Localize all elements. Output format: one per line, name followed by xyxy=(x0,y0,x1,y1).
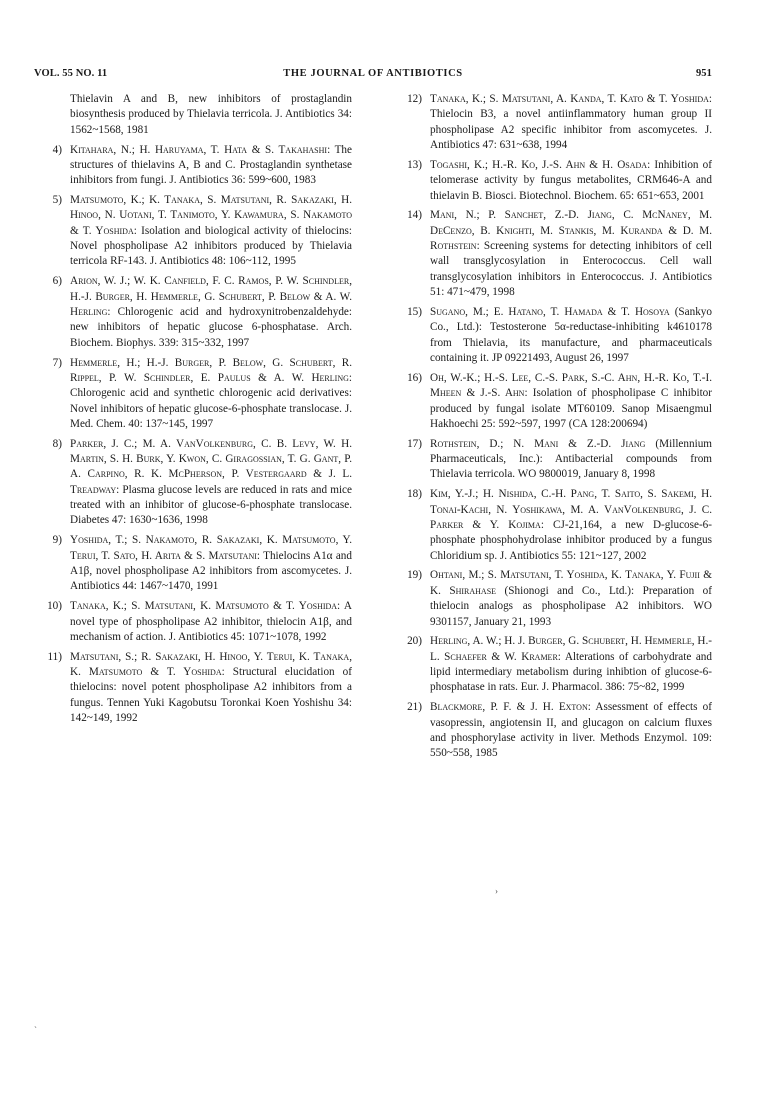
running-header xyxy=(34,68,712,84)
reference-authors: Sugano, M.; E. Hatano, T. Hamada & T. Hosoya xyxy=(430,305,670,318)
reference-authors: Yoshida, T.; S. Nakamoto, R. Sakazaki, K. Matsumoto, Y. Terui, T. Sato, H. Arita & S. Matsutani: xyxy=(70,534,352,562)
reference-item xyxy=(394,208,712,300)
reference-text: Chlorogenic acid and hydroxynitrobenzaldehyde: new inhibitors of hepatic glucose 6-phosphatase. Arch. Biochem. Biophys. 339: 315~332, 1997 xyxy=(70,305,352,349)
reference-authors: Tanaka, K.; S. Matsutani, A. Kanda, T. Kato & T. Yoshida: xyxy=(430,93,712,105)
reference-authors: Kitahara, N.; H. Haruyama, T. Hata & S. Takahashi: xyxy=(70,143,331,156)
reference-text: Thielavin A and B, new inhibitors of prostaglandin biosynthesis produced by Thielavia terricola. J. Antibiotics 34: 1562~1568, 1981 xyxy=(70,93,352,136)
reference-number: 14) xyxy=(407,209,422,222)
reference-text: Isolation of phospholipase C inhibitor produced by fungal isolate MT60109. Sanop Misaengmul Hakhoechi 25: 592~597, 1997 (CA 128:200694) xyxy=(430,387,713,430)
reference-item xyxy=(34,533,352,594)
reference-item xyxy=(394,305,712,366)
reference-authors: Parker, J. C.; M. A. VanVolkenburg, C. B. Levy, W. H. Martin, S. H. Burk, Y. Kwon, C. Giragossian, T. G. Gant, P. A. Carpino, R. K. McPherson, P. Vestergaard & J. L. Treadway: xyxy=(70,437,352,496)
reference-item xyxy=(394,487,712,564)
reference-text: Screening systems for detecting inhibitors of cell wall transglycosylation in Enterococcus. Cell wall transglycosylation inhibitors in Enterococcus. J. Antibiotics 51: 471~479, 1998 xyxy=(430,240,712,299)
reference-item xyxy=(34,599,352,645)
reference-text: Alterations of carbohydrate and lipid intermediary metabolism during inhibtion of glucose-6-phosphatase in rats. Eur. J. Pharmacol. 386: 75~82, 1999 xyxy=(430,650,712,694)
reference-authors: Togashi, K.; H.-R. Ko, J.-S. Ahn & H. Osada: xyxy=(430,158,651,171)
reference-item xyxy=(394,158,712,204)
reference-number: 6) xyxy=(52,275,62,288)
reference-number: 12) xyxy=(407,93,422,105)
reference-text: (Shionogi and Co., Ltd.): Preparation of thielocin analogs as phospholipase A2 inhibitors. WO 9301157, January 21, 1993 xyxy=(430,584,712,628)
reference-text: (Millennium Pharmaceuticals, Inc.): Antibacterial compounds from Thielavia terricola. WO 9800019, January 8, 1998 xyxy=(430,437,712,481)
reference-text: Plasma glucose levels are reduced in rats and mice treated with an inhibitor of glucose-6-phosphate translocase. Diabetes 47: 1630~1636, 1998 xyxy=(70,483,352,527)
reference-text: Structural elucidation of thielocins: novel potent phospholipase A2 inhibitors from a fungus. Tennen Yuki Kagobutsu Toronkai Koen Yoshishu 34: 142~149, 1992 xyxy=(70,666,352,725)
reference-item xyxy=(34,437,352,529)
reference-authors: Matsumoto, K.; K. Tanaka, S. Matsutani, R. Sakazaki, H. Hinoo, N. Uotani, T. Tanimoto, Y. Kawamura, S. Nakamoto & T. Yoshida: xyxy=(70,194,352,237)
reference-item xyxy=(34,193,352,270)
scan-speck: › xyxy=(495,886,498,896)
reference-item xyxy=(394,437,712,483)
reference-number: 21) xyxy=(407,701,422,714)
reference-text: Inhibition of telomerase activity by fungus metabolites, CRM646-A and thielavin B. Biosci. Biotechnol. Biochem. 65: 651~653, 2001 xyxy=(430,158,712,202)
reference-item xyxy=(394,700,712,761)
reference-number: 4) xyxy=(52,143,62,156)
reference-number: 18) xyxy=(407,488,422,501)
journal-title: THE JOURNAL OF ANTIBIOTICS xyxy=(283,68,463,79)
reference-authors: Kim, Y.-J.; H. Nishida, C.-H. Pang, T. Saito, S. Sakemi, H. Tonai-Kachi, N. Yoshikawa, M. A. VanVolkenburg, J. C. Parker & Y. Kojima: xyxy=(430,488,712,531)
reference-item xyxy=(394,92,712,153)
reference-authors: Arion, W. J.; W. K. Canfield, F. C. Ramos, P. W. Schindler, H.-J. Burger, H. Hemmerle, G. Schubert, P. Below & A. W. Herling: xyxy=(70,275,352,318)
reference-number: 17) xyxy=(407,437,422,450)
reference-authors: Herling, A. W.; H. J. Burger, G. Schubert, H. Hemmerle, H.-L. Schaefer & W. Kramer: xyxy=(430,635,712,663)
reference-number: 19) xyxy=(407,569,422,582)
reference-text: Assessment of effects of vasopressin, angiotensin II, and glucagon on calcium fluxes and phosphorylase activity in liver. Methods Enzymol. 109: 550~558, 1985 xyxy=(430,701,712,760)
volume-label: VOL. 55 NO. 11 xyxy=(34,68,108,79)
reference-item xyxy=(394,634,712,695)
reference-column-right xyxy=(394,92,712,766)
reference-text: CJ-21,164, a new D-glucose-6-phosphate phosphohydrolase inhibitor produced by a fungus Chloridium sp. J. Antibiotics 55: 121~127, 2002 xyxy=(430,518,712,562)
reference-item xyxy=(34,143,352,189)
reference-number: 5) xyxy=(52,194,62,207)
reference-authors: Hemmerle, H.; H.-J. Burger, P. Below, G. Schubert, R. Rippel, P. W. Schindler, E. Paulus & A. W. Herling: xyxy=(70,356,352,384)
reference-number: 10) xyxy=(47,600,62,613)
reference-column-left xyxy=(34,92,352,731)
reference-text: Thielocins A1α and A1β, novel phospholipase A2 inhibitors from ascomycetes. J. Antibiotics 44: 1467~1470, 1991 xyxy=(70,549,352,593)
reference-text: The structures of thielavins A, B and C. Prostaglandin synthetase inhibitors from fungi. J. Antibiotics 36: 599~600, 1983 xyxy=(70,143,352,187)
reference-authors: Blackmore, P. F. & J. H. Exton: xyxy=(430,701,591,714)
reference-authors: Ohtani, M.; S. Matsutani, T. Yoshida, K. Tanaka, Y. Fujii & K. Shirahase xyxy=(430,569,712,597)
reference-number: 20) xyxy=(407,635,422,648)
reference-number: 15) xyxy=(407,305,422,318)
scan-speck: ` xyxy=(34,1025,37,1035)
reference-item xyxy=(394,568,712,629)
reference-item xyxy=(34,650,352,727)
reference-item xyxy=(394,371,712,432)
reference-text: A novel type of phospholipase A2 inhibitor, thielocin A1β, and mechanism of action. J. Antibiotics 45: 1071~1078, 1992 xyxy=(70,600,352,643)
reference-authors: Matsutani, S.; R. Sakazaki, H. Hinoo, Y. Terui, K. Tanaka, K. Matsumoto & T. Yoshida: xyxy=(70,650,352,679)
reference-item xyxy=(34,356,352,433)
reference-number: 7) xyxy=(52,356,62,369)
reference-text: Isolation and biological activity of thielocins: Novel phospholipase A2 inhibitors produced by Thielavia terricola RF-143. J. Antibiotics 48: 106~112, 1995 xyxy=(70,224,352,268)
reference-text: Thielocin B3, a novel antiinflammatory human group II phospholipase A2 specific inhibitor from ascomycetes. J. Antibiotics 47: 631~638, 1994 xyxy=(430,108,712,152)
reference-number: 16) xyxy=(407,371,422,384)
reference-text: (Sankyo Co., Ltd.): Testosterone 5α-reductase-inhibiting k4610178 from Thielavia, its manufacture, and pharmaceuticals containing it. JP 09221493, August 26, 1997 xyxy=(430,305,712,364)
reference-authors: Rothstein, D.; N. Mani & Z.-D. Jiang xyxy=(430,437,646,450)
reference-number: 8) xyxy=(52,437,62,450)
reference-text: Chlorogenic acid and synthetic chlorogenic acid derivatives: Novel inhibitors of hepatic glucose-6-phosphate translocase. J. Med. Chem. 40: 137~145, 1997 xyxy=(70,387,352,430)
reference-number: 9) xyxy=(52,534,62,547)
reference-authors: Mani, N.; P. Sanchet, Z.-D. Jiang, C. McNaney, M. DeCenzo, B. Knighti, M. Stankis, M. Kuranda & D. M. Rothstein: xyxy=(430,209,712,253)
reference-item xyxy=(34,92,352,138)
reference-number: 13) xyxy=(407,158,422,171)
reference-item xyxy=(34,274,352,351)
reference-number: 11) xyxy=(47,650,62,663)
reference-authors: Oh, W.-K.; H.-S. Lee, C.-S. Park, S.-C. Ahn, H.-R. Ko, T.-I. Mheen & J.-S. Ahn: xyxy=(430,371,712,400)
reference-authors: Tanaka, K.; S. Matsutani, K. Matsumoto & T. Yoshida: xyxy=(70,600,341,613)
page-number: 951 xyxy=(695,68,712,79)
